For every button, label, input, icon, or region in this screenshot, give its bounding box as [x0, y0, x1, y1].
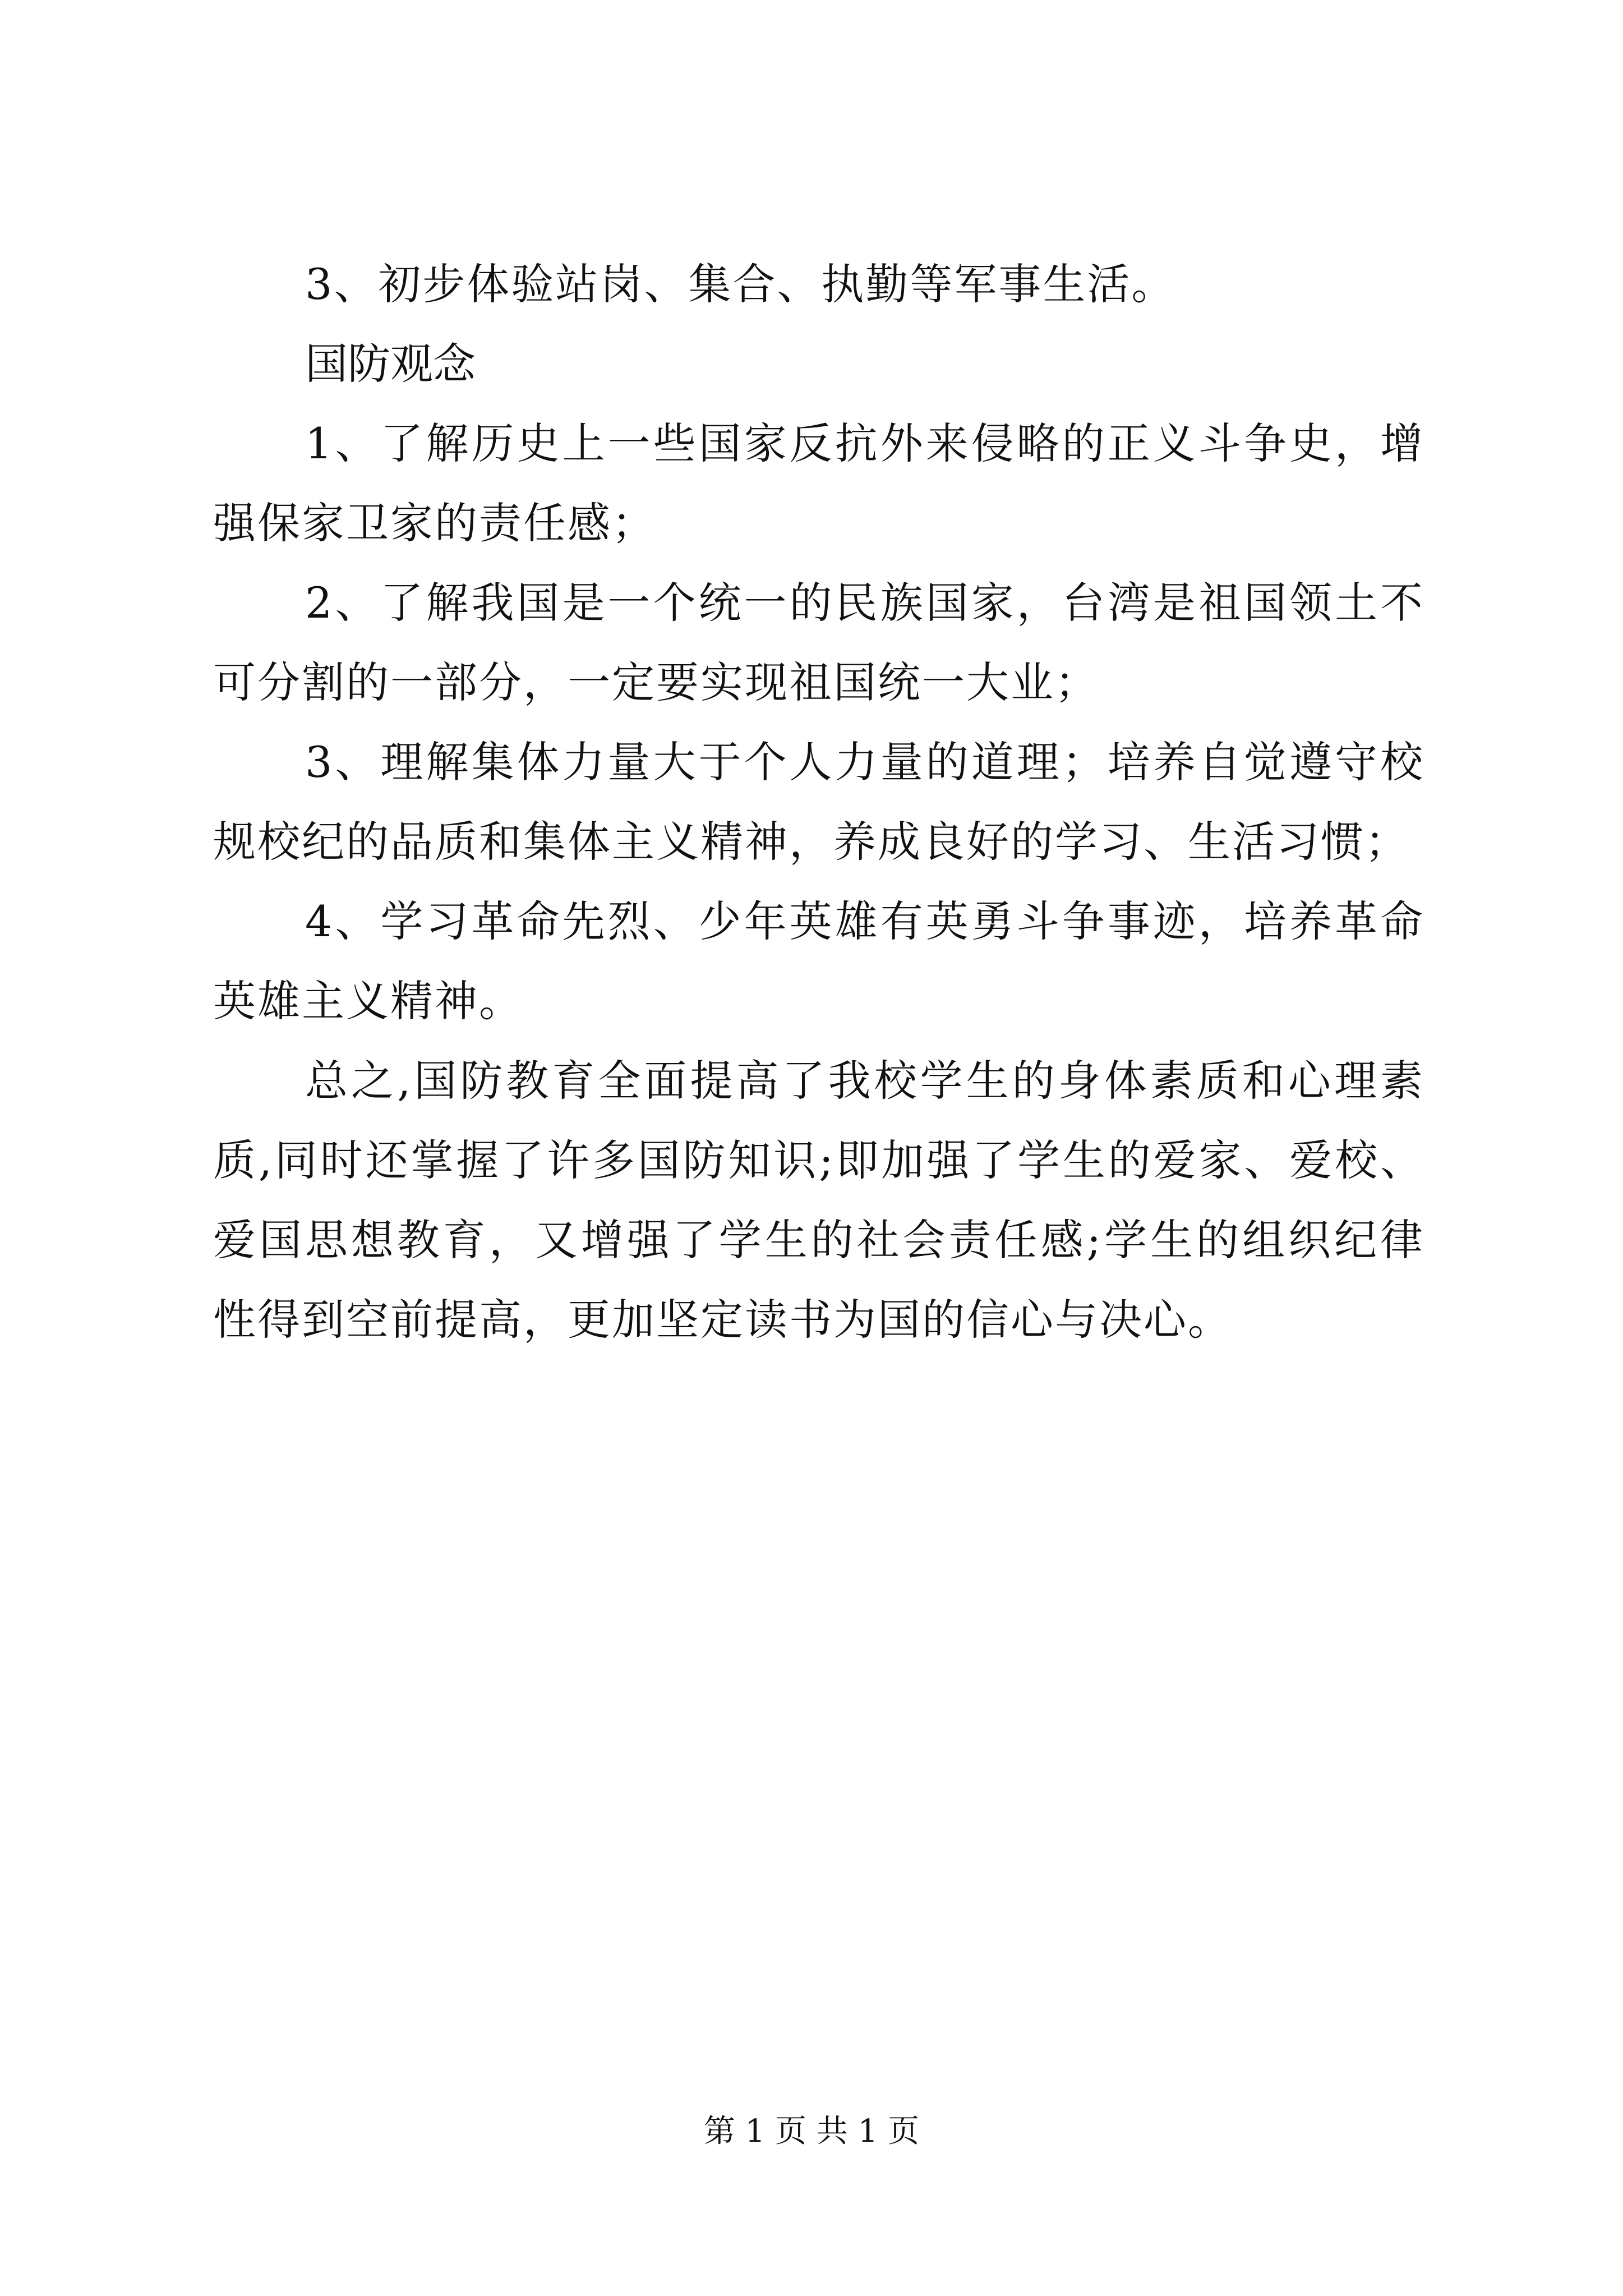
paragraph-military-life: 3、初步体验站岗、集合、执勤等军事生活。: [305, 259, 1176, 309]
paragraph-national-unity: 2、了解我国是一个统一的民族国家，台湾是祖国领土不可分割的一部分，一定要实现祖国统一大业；: [213, 578, 1424, 707]
paragraph-history-resistance: 1、了解历史上一些国家反抗外来侵略的正义斗争史，增强保家卫家的责任感；: [213, 418, 1424, 548]
document-body: [213, 245, 1424, 1360]
section-heading-national-defense-concept: 国防观念: [305, 339, 476, 389]
paragraph-conclusion: 总之,国防教育全面提高了我校学生的身体素质和心理素质,同时还掌握了许多国防知识;即加强了学生的爱家、爱校、爱国思想教育，又增强了学生的社会责任感;学生的组织纪律性得到空前提高，更加坚定读书为国的信心与决心。: [213, 1056, 1424, 1345]
paragraph-revolutionary-heroes: 4、学习革命先烈、少年英雄有英勇斗争事迹，培养革命英雄主义精神。: [213, 896, 1424, 1026]
page-footer: 第 1 页 共 1 页: [703, 2113, 920, 2150]
paragraph-collective-strength: 3、理解集体力量大于个人力量的道理；培养自觉遵守校规校纪的品质和集体主义精神，养成良好的学习、生活习惯；: [213, 737, 1424, 867]
